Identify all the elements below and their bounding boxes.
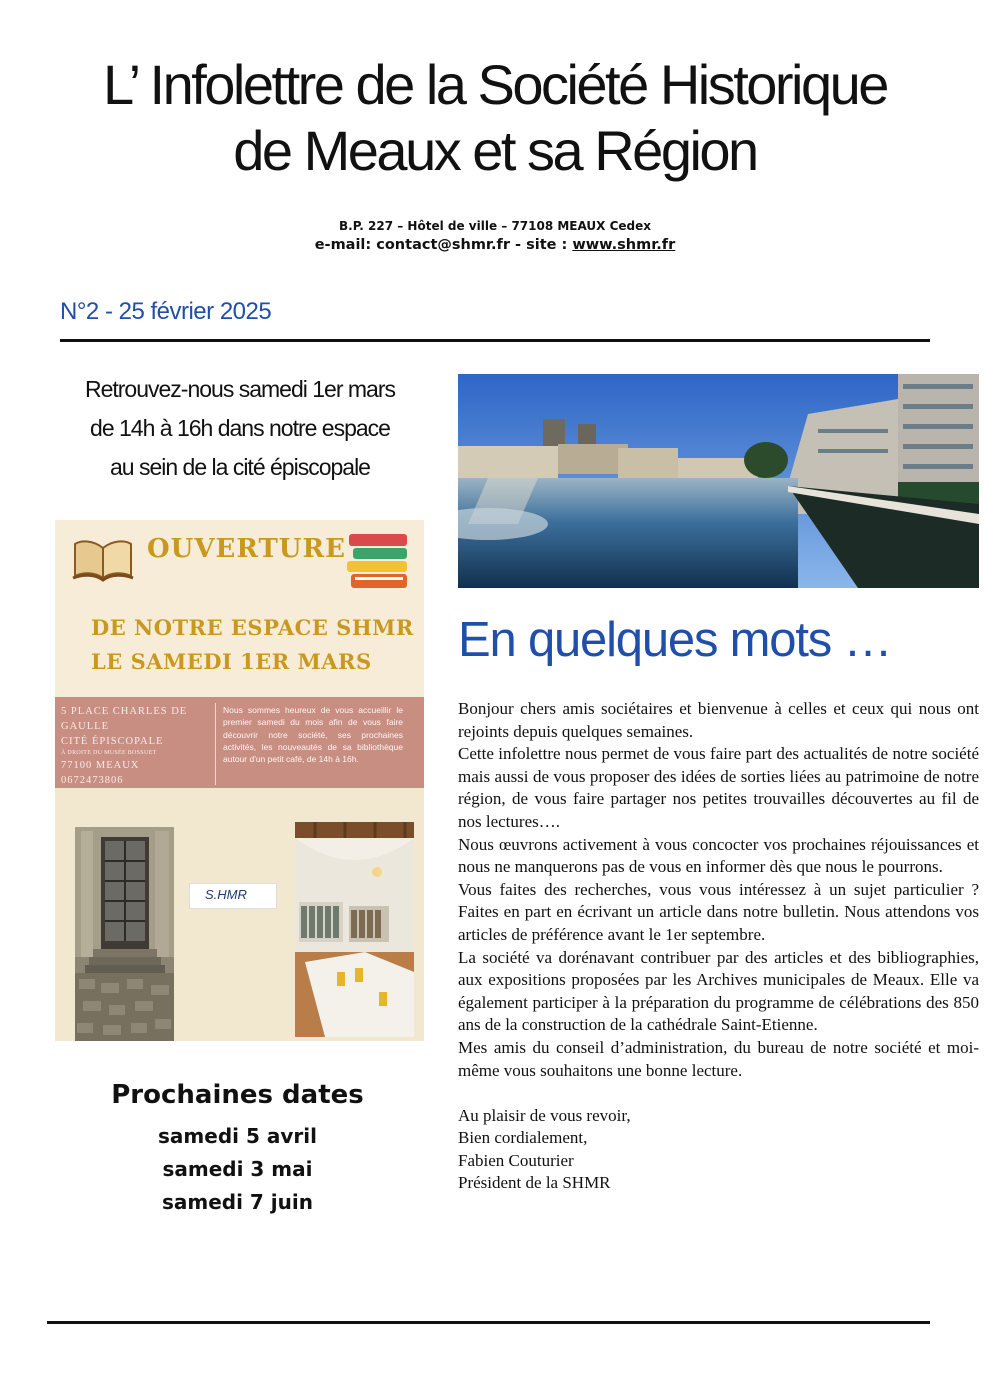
poster-phone: 0672473806 [61, 775, 124, 786]
opening-poster [55, 520, 424, 1041]
issue-number: N°2 - 25 février 2025 [60, 298, 272, 325]
date-item: samedi 5 avril [158, 1124, 317, 1148]
poster-espace [91, 611, 421, 679]
site-link[interactable]: www.shmr.fr [572, 237, 676, 253]
article-paragraph-3: Nous œuvrons activement à vous concocter vos prochaines réjouissances et nous ne manquerons pas de vous en informer dès que nous le pourrons. [458, 834, 979, 877]
title-line-2: de Meaux et sa Région [233, 119, 757, 182]
article-paragraph-4: Vous faites des recherches, vous vous intéressez à un sujet particulier ? Faites en part en écrivant un article dans notre bulletin. Nous attendons vos articles de préférence avant le 1er septembre. [458, 879, 979, 944]
poster-address [61, 704, 213, 788]
poster-ouverture: OUVERTURE [147, 534, 346, 564]
poster-espace-line-1: DE NOTRE ESPACE SHMR [91, 615, 414, 640]
closing-line-1: Au plaisir de vous revoir, [458, 1105, 631, 1125]
top-divider [60, 339, 930, 342]
poster-addr-line-1: 5 PLACE CHARLES DE [61, 706, 188, 717]
poster-addr-line-4: 77100 MEAUX [61, 760, 140, 771]
closing-line-2: Bien cordialement, [458, 1128, 588, 1148]
upcoming-dates-title: Prochaines dates [111, 1080, 364, 1110]
article-paragraph-5: La société va dorénavant contribuer par des articles et des bibliographies, aux expositions proposées par les Archives municipales de Meaux. Elle va également participer à la préparation du programme de célébrations des 850 ans de la construction de la cathédrale Saint-Etienne. [458, 947, 979, 1035]
poster-addr-line-2: GAULLE [61, 721, 109, 732]
poster-espace-line-2: LE SAMEDI 1ER MARS [91, 649, 372, 674]
meaux-river-photo [458, 374, 979, 588]
poster-intro: Nous sommes heureux de vous accueillir le premier samedi du mois afin de vous faire découvrir notre société, ses prochaines activités, les nouveautés de sa bibliothèque autour d'un petit café, de 14h à 16h. [223, 705, 403, 765]
newsletter-title [20, 52, 970, 184]
invite-line-3: au sein de la cité épiscopale [110, 454, 370, 480]
library-room-photo [295, 822, 414, 1037]
date-item: samedi 7 juin [161, 1190, 313, 1214]
poster-addr-small: À DROITE DU MUSÉE BOSSUET [61, 750, 157, 756]
invite-line-2: de 14h à 16h dans notre espace [90, 415, 390, 441]
book-stack-icon [345, 532, 413, 592]
article-headline: En quelques mots … [458, 613, 892, 667]
title-line-1: L’ Infolettre de la Société Historique [103, 53, 887, 116]
article-paragraph-6: Mes amis du conseil d’administration, du bureau de notre société et moi-même vous souhaitons une bonne lecture. [458, 1037, 979, 1080]
signature-role: Président de la SHMR [458, 1173, 611, 1193]
shmr-logo: S.HMR [205, 887, 247, 902]
contact-line [0, 237, 990, 253]
date-item: samedi 3 mai [162, 1157, 313, 1181]
open-book-icon [71, 534, 135, 582]
postal-address: B.P. 227 – Hôtel de ville – 77108 MEAUX Cedex [338, 219, 652, 233]
bottom-divider [47, 1321, 930, 1324]
signature-name: Fabien Couturier [458, 1150, 574, 1170]
door-photo [75, 827, 174, 1041]
poster-band-divider [215, 703, 216, 785]
article-paragraph-1: Bonjour chers amis sociétaires et bienvenue à celles et ceux qui nous ont rejoints depuis quelques semaines. [458, 699, 979, 741]
poster-addr-line-3: CITÉ ÉPISCOPALE [61, 736, 164, 747]
paragraph-gap [458, 1082, 979, 1105]
contact-email: e-mail: contact@shmr.fr - site : [314, 237, 573, 253]
article-body [458, 698, 979, 1195]
article-paragraph-2: Cette infolettre nous permet de vous faire part des actualités de notre société mais aussi de vous proposer des idées de sorties liées au patrimoine de notre région, de vous faire partager nos petites trouvailles découvertes au fil de nos lectures…. [458, 744, 979, 831]
invite-line-1: Retrouvez-nous samedi 1er mars [84, 376, 396, 402]
invite-text [40, 370, 440, 487]
